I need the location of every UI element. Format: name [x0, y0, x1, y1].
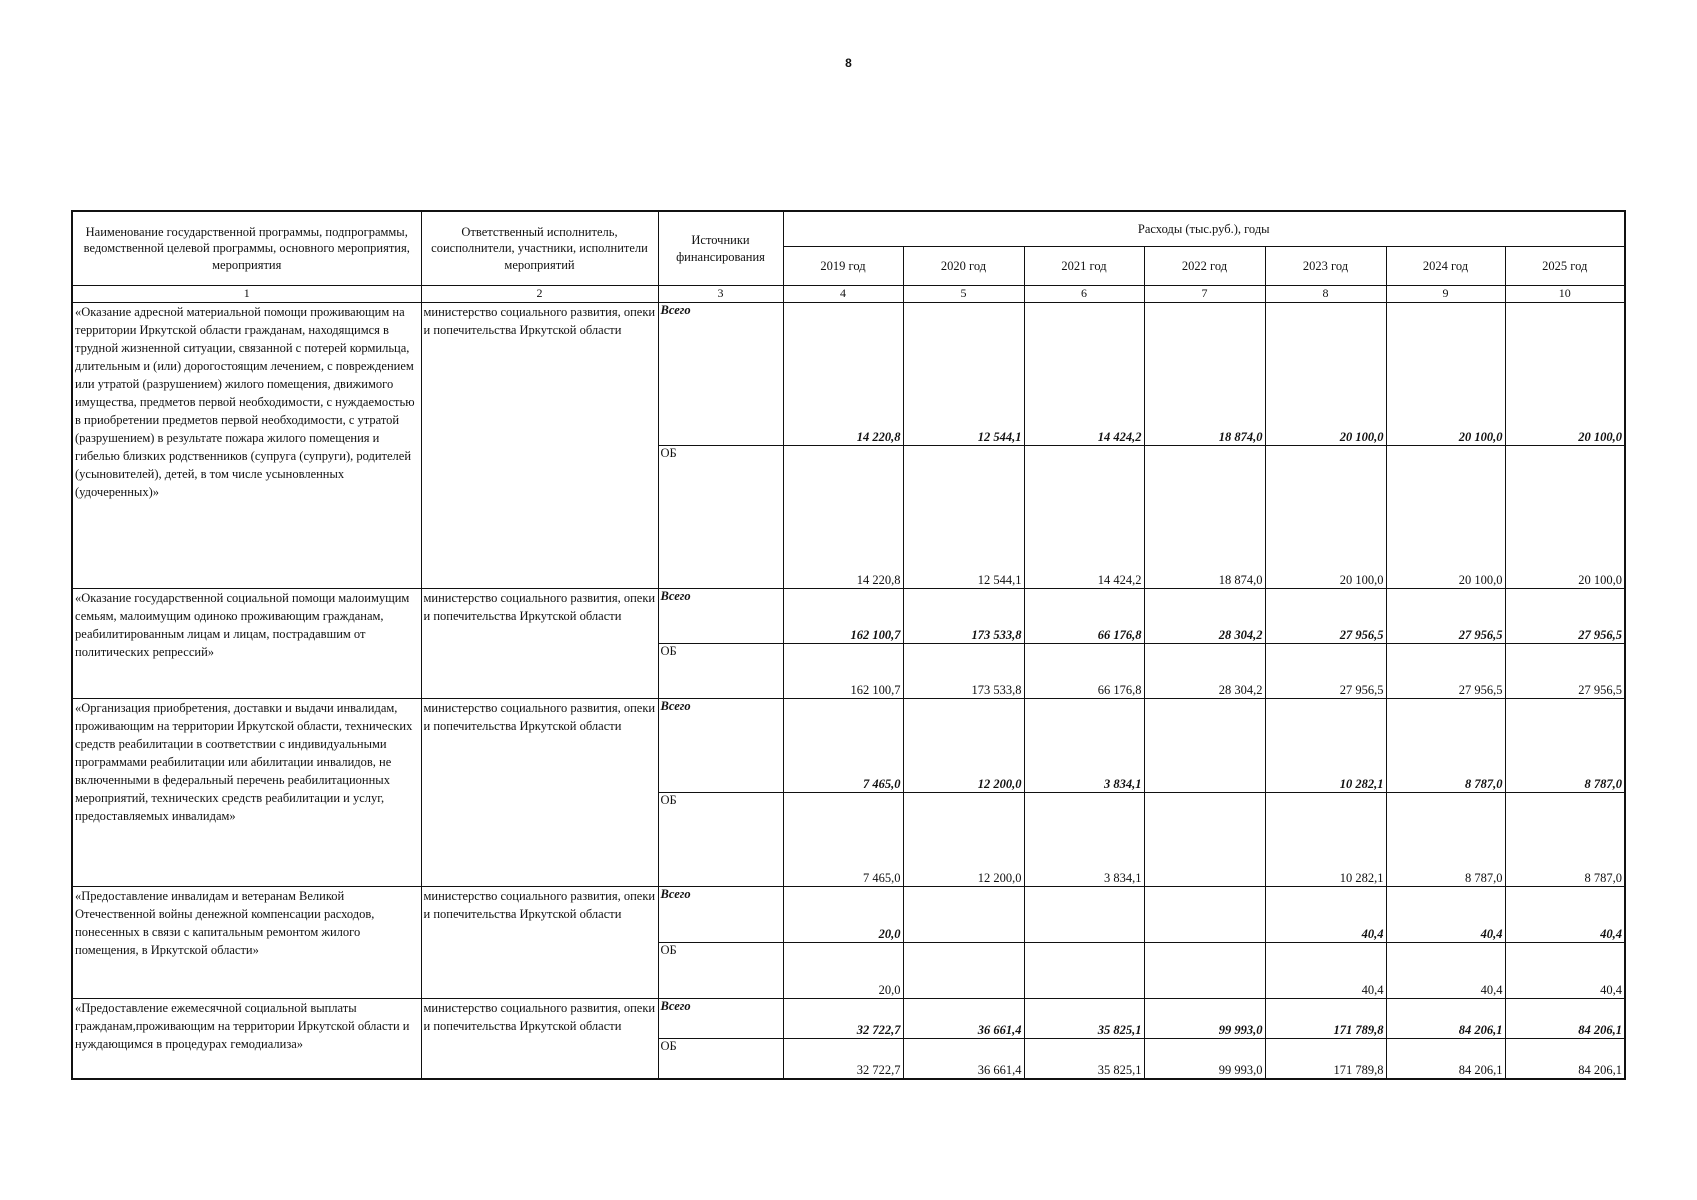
executor: министерство социального развития, опеки и попечительства Иркутской области [421, 303, 658, 589]
total-value: 20 100,0 [1386, 303, 1505, 446]
header-year: 2020 год [903, 247, 1024, 286]
ob-value: 20 100,0 [1265, 446, 1386, 589]
ob-value: 27 956,5 [1265, 644, 1386, 699]
column-number: 3 [658, 286, 783, 303]
total-value: 173 533,8 [903, 589, 1024, 644]
total-value: 27 956,5 [1386, 589, 1505, 644]
ob-value: 20 100,0 [1386, 446, 1505, 589]
column-number: 8 [1265, 286, 1386, 303]
source-ob-label: ОБ [658, 793, 783, 887]
column-number: 5 [903, 286, 1024, 303]
ob-value: 14 424,2 [1024, 446, 1144, 589]
total-value: 84 206,1 [1386, 999, 1505, 1039]
ob-value: 3 834,1 [1024, 793, 1144, 887]
total-value: 18 874,0 [1144, 303, 1265, 446]
column-number: 7 [1144, 286, 1265, 303]
column-number: 2 [421, 286, 658, 303]
header-year: 2023 год [1265, 247, 1386, 286]
total-value: 20 100,0 [1505, 303, 1625, 446]
ob-value: 20 100,0 [1505, 446, 1625, 589]
ob-value: 40,4 [1386, 943, 1505, 999]
total-value: 14 220,8 [783, 303, 903, 446]
program-name: «Предоставление инвалидам и ветеранам Великой Отечественной войны денежной компенсации расходов, понесенных в связи с капитальным ремонтом жилого помещения, в Иркутской области» [72, 887, 421, 999]
ob-value [1144, 793, 1265, 887]
total-value [1144, 887, 1265, 943]
total-value: 66 176,8 [1024, 589, 1144, 644]
ob-value: 35 825,1 [1024, 1039, 1144, 1079]
ob-value: 12 200,0 [903, 793, 1024, 887]
ob-value: 173 533,8 [903, 644, 1024, 699]
ob-value: 10 282,1 [1265, 793, 1386, 887]
ob-value: 99 993,0 [1144, 1039, 1265, 1079]
ob-value: 66 176,8 [1024, 644, 1144, 699]
total-value: 12 544,1 [903, 303, 1024, 446]
ob-value: 40,4 [1505, 943, 1625, 999]
total-value: 36 661,4 [903, 999, 1024, 1039]
total-value: 7 465,0 [783, 699, 903, 793]
total-value: 162 100,7 [783, 589, 903, 644]
total-value: 171 789,8 [1265, 999, 1386, 1039]
executor: министерство социального развития, опеки и попечительства Иркутской области [421, 887, 658, 999]
total-value: 8 787,0 [1386, 699, 1505, 793]
ob-value: 27 956,5 [1505, 644, 1625, 699]
header-expenses: Расходы (тыс.руб.), годы [783, 211, 1625, 247]
ob-value: 84 206,1 [1386, 1039, 1505, 1079]
header-name: Наименование государственной программы, подпрограммы, ведомственной целевой программы, основного мероприятия, мероприятия [72, 211, 421, 286]
ob-value: 8 787,0 [1386, 793, 1505, 887]
source-total-label: Всего [658, 699, 783, 793]
source-total-label: Всего [658, 999, 783, 1039]
page-number: 8 [845, 56, 852, 70]
total-value: 27 956,5 [1265, 589, 1386, 644]
source-ob-label: ОБ [658, 1039, 783, 1079]
total-value: 40,4 [1505, 887, 1625, 943]
program-name: «Оказание государственной социальной помощи малоимущим семьям, малоимущим одиноко проживающим гражданам, реабилитированным лицам и лицам, пострадавшим от политических репрессий» [72, 589, 421, 699]
total-value [1024, 887, 1144, 943]
header-year: 2021 год [1024, 247, 1144, 286]
total-value [903, 887, 1024, 943]
source-ob-label: ОБ [658, 943, 783, 999]
header-year: 2019 год [783, 247, 903, 286]
header-year: 2025 год [1505, 247, 1625, 286]
program-name: «Организация приобретения, доставки и выдачи инвалидам, проживающим на территории Иркутской области, технических средств реабилитации в соответствии с индивидуальными программами реабилитации или абилитации инвалидов, не включенными в федеральный перечень реабилитационных мероприятий, технических средств реабилитации и услуг, предоставляемых инвалидам» [72, 699, 421, 887]
header-source: Источники финансирования [658, 211, 783, 286]
table-row [72, 589, 1625, 644]
ob-value: 36 661,4 [903, 1039, 1024, 1079]
ob-value: 171 789,8 [1265, 1039, 1386, 1079]
column-number: 1 [72, 286, 421, 303]
program-name: «Оказание адресной материальной помощи проживающим на территории Иркутской области гражданам, находящимся в трудной жизненной ситуации, связанной с потерей кормильца, длительным и (или) дорогостоящим лечением, с повреждением или утратой (разрушением) жилого помещения, движимого имущества, предметов первой необходимости, с нуждаемостью в приобретении предметов первой необходимости, с утратой (разрушением) в результате пожара жилого помещения и гибелью близких родственников (супруга (супруги), родителей (усыновителей), детей, в том числе усыновленных (удочеренных)» [72, 303, 421, 589]
ob-value: 18 874,0 [1144, 446, 1265, 589]
source-ob-label: ОБ [658, 446, 783, 589]
total-value: 40,4 [1265, 887, 1386, 943]
total-value: 99 993,0 [1144, 999, 1265, 1039]
ob-value: 8 787,0 [1505, 793, 1625, 887]
ob-value [1144, 943, 1265, 999]
ob-value [1024, 943, 1144, 999]
column-number: 9 [1386, 286, 1505, 303]
ob-value: 32 722,7 [783, 1039, 903, 1079]
source-total-label: Всего [658, 303, 783, 446]
ob-value: 84 206,1 [1505, 1039, 1625, 1079]
total-value: 20 100,0 [1265, 303, 1386, 446]
header-year: 2022 год [1144, 247, 1265, 286]
header-year: 2024 год [1386, 247, 1505, 286]
executor: министерство социального развития, опеки и попечительства Иркутской области [421, 699, 658, 887]
ob-value: 27 956,5 [1386, 644, 1505, 699]
column-number: 4 [783, 286, 903, 303]
header-executor: Ответственный исполнитель, соисполнители, участники, исполнители мероприятий [421, 211, 658, 286]
executor: министерство социального развития, опеки и попечительства Иркутской области [421, 999, 658, 1079]
source-total-label: Всего [658, 887, 783, 943]
column-number: 6 [1024, 286, 1144, 303]
total-value: 35 825,1 [1024, 999, 1144, 1039]
total-value: 10 282,1 [1265, 699, 1386, 793]
total-value: 28 304,2 [1144, 589, 1265, 644]
ob-value: 7 465,0 [783, 793, 903, 887]
total-value: 14 424,2 [1024, 303, 1144, 446]
total-value: 27 956,5 [1505, 589, 1625, 644]
ob-value: 40,4 [1265, 943, 1386, 999]
budget-table [71, 210, 1626, 1080]
table-row [72, 999, 1625, 1039]
table-row [72, 887, 1625, 943]
ob-value: 20,0 [783, 943, 903, 999]
source-ob-label: ОБ [658, 644, 783, 699]
table-row [72, 699, 1625, 793]
total-value: 12 200,0 [903, 699, 1024, 793]
total-value: 20,0 [783, 887, 903, 943]
total-value: 40,4 [1386, 887, 1505, 943]
ob-value: 162 100,7 [783, 644, 903, 699]
total-value: 32 722,7 [783, 999, 903, 1039]
ob-value: 14 220,8 [783, 446, 903, 589]
total-value: 84 206,1 [1505, 999, 1625, 1039]
table-row [72, 303, 1625, 446]
program-name: «Предоставление ежемесячной социальной выплаты гражданам,проживающим на территории Иркутской области и нуждающимся в процедурах гемодиализа» [72, 999, 421, 1079]
column-number: 10 [1505, 286, 1625, 303]
source-total-label: Всего [658, 589, 783, 644]
total-value: 3 834,1 [1024, 699, 1144, 793]
ob-value [903, 943, 1024, 999]
ob-value: 12 544,1 [903, 446, 1024, 589]
total-value: 8 787,0 [1505, 699, 1625, 793]
ob-value: 28 304,2 [1144, 644, 1265, 699]
executor: министерство социального развития, опеки и попечительства Иркутской области [421, 589, 658, 699]
total-value [1144, 699, 1265, 793]
